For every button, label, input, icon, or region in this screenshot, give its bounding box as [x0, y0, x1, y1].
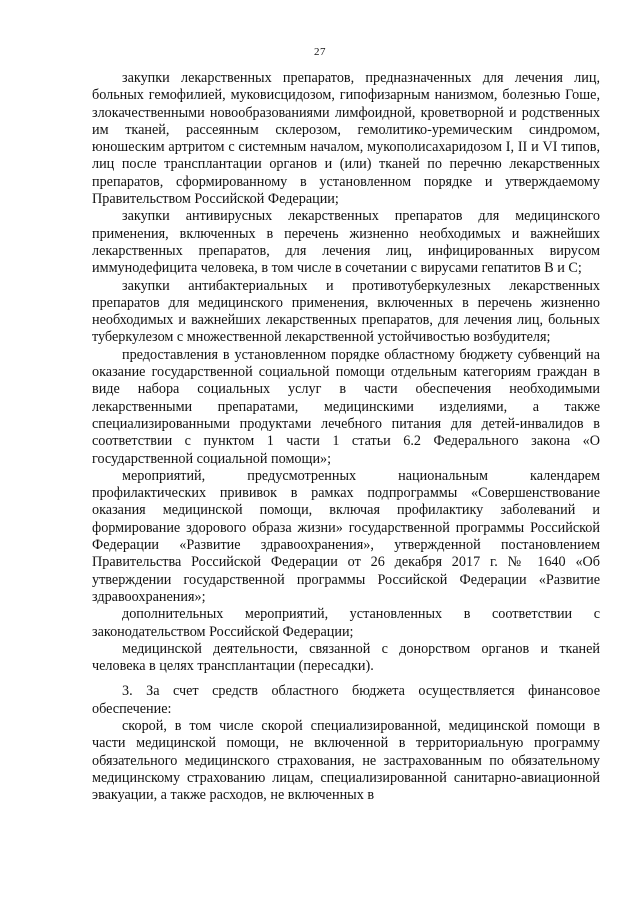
- paragraph-3: закупки антибактериальных и противотуберкулезных лекарственных препаратов для медицинского применения, включенных в перечень жизненно необходимых и важнейших лекарственных препаратов, для лечения лиц, больных туберкулезом с множественной лекарственной устойчивостью возбудителя;: [92, 277, 600, 346]
- document-body: [92, 70, 600, 804]
- paragraph-4: предоставления в установленном порядке областному бюджету субвенций на оказание государственной социальной помощи отдельным категориям граждан в виде набора социальных услуг в части обеспечения необходимыми лекарственными препаратами, медицинскими изделиями, а также специализированными продуктами лечебного питания для детей-инвалидов в соответствии с пунктом 1 части 1 статьи 6.2 Федерального закона «О государственной социальной помощи»;: [92, 346, 600, 467]
- page-number: 27: [314, 46, 326, 58]
- paragraph-section-3: 3. За счет средств областного бюджета осуществляется финансовое обеспечение:: [92, 683, 600, 717]
- paragraph-6: дополнительных мероприятий, установленных в соответствии с законодательством Российской Федерации;: [92, 606, 600, 640]
- paragraph-5: мероприятий, предусмотренных национальным календарем профилактических прививок в рамках подпрограммы «Совершенствование оказания медицинской помощи, включая профилактику заболеваний и формирование здорового образа жизни» государственной программы Российской Федерации «Развитие здравоохранения», утвержденной постановлением Правительства Российской Федерации от 26 декабря 2017 г. № 1640 «Об утверждении государственной программы Российской Федерации «Развитие здравоохранения»;: [92, 467, 600, 605]
- paragraph-1: закупки лекарственных препаратов, предназначенных для лечения лиц, больных гемофилией, муковисцидозом, гипофизарным нанизмом, болезнью Гоше, злокачественными новообразованиями лимфоидной, кроветворной и родственных им тканей, рассеянным склерозом, гемолитико-уремическим синдромом, юношеским артритом с системным началом, мукополисахаридозом I, II и VI типов, лиц после трансплантации органов и (или) тканей по перечню лекарственных препаратов, сформированному в установленном порядке и утверждаемому Правительством Российской Федерации;: [92, 70, 600, 208]
- paragraph-2: закупки антивирусных лекарственных препаратов для медицинского применения, включенных в перечень жизненно необходимых и важнейших лекарственных препаратов, для лечения лиц, инфицированных вирусом иммунодефицита человека, в том числе в сочетании с вирусами гепатитов B и C;: [92, 208, 600, 277]
- paragraph-9: скорой, в том числе скорой специализированной, медицинской помощи в части медицинской помощи, не включенной в территориальную программу обязательного медицинского страхования, не застрахованным по обязательному медицинскому страхованию лицам, специализированной санитарно-авиационной эвакуации, а также расходов, не включенных в: [92, 717, 600, 804]
- paragraph-7: медицинской деятельности, связанной с донорством органов и тканей человека в целях трансплантации (пересадки).: [92, 640, 600, 675]
